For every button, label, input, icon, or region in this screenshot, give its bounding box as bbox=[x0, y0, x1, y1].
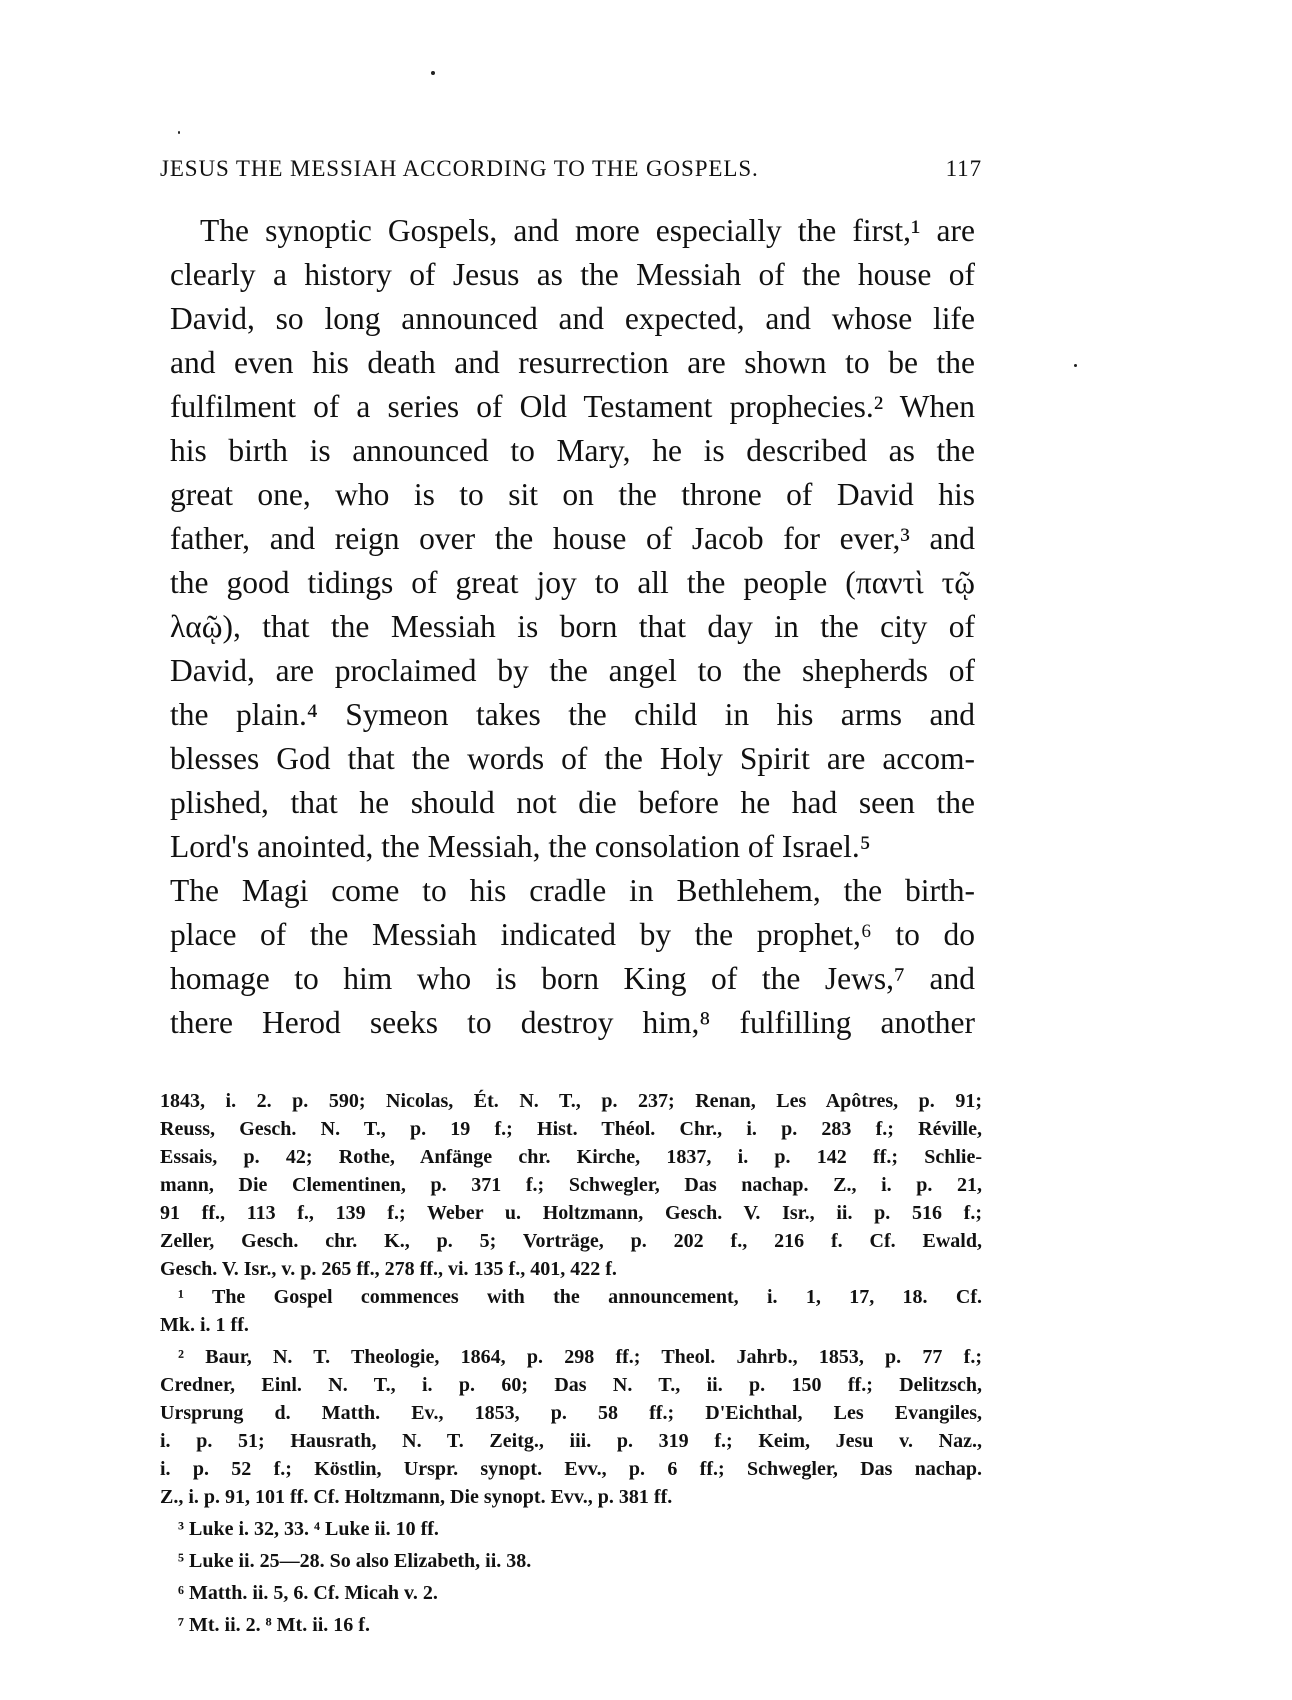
footnote-line: 91 ff., 113 f., 139 f.; Weber u. Holtzmann, Gesch. V. Isr., ii. p. 516 f.; bbox=[160, 1202, 982, 1224]
footnote-line: Ursprung d. Matth. Ev., 1853, p. 58 ff.; D'Eichthal, Les Evangiles, bbox=[160, 1402, 982, 1424]
footnote-pair bbox=[160, 1515, 982, 1543]
footnotes bbox=[160, 1087, 982, 1639]
footnote-8: ⁸ Mt. ii. 16 f. bbox=[265, 1614, 370, 1636]
footnote-pair bbox=[160, 1611, 982, 1639]
footnote-4: ⁴ Luke ii. 10 ff. bbox=[314, 1518, 439, 1540]
text-line: there Herod seeks to destroy him,⁸ fulfilling another bbox=[170, 1005, 975, 1040]
footnote-line: Zeller, Gesch. chr. K., p. 5; Vorträge, p. 202 f., 216 f. Cf. Ewald, bbox=[160, 1230, 982, 1252]
print-speck bbox=[1074, 364, 1077, 367]
footnote-line: Credner, Einl. N. T., i. p. 60; Das N. T., ii. p. 150 ff.; Delitzsch, bbox=[160, 1374, 982, 1396]
footnote-7: ⁷ Mt. ii. 2. bbox=[178, 1614, 261, 1636]
text-line: the good tidings of great joy to all the people (παντὶ τῷ bbox=[170, 565, 975, 600]
footnote-6: ⁶ Matth. ii. 5, 6. Cf. Micah v. 2. bbox=[178, 1582, 438, 1604]
footnote-line: Gesch. V. Isr., v. p. 265 ff., 278 ff., vi. 135 f., 401, 422 f. bbox=[160, 1258, 617, 1280]
footnote-line: i. p. 52 f.; Köstlin, Urspr. synopt. Evv., p. 6 ff.; Schwegler, Das nachap. bbox=[160, 1458, 982, 1480]
footnote-3: ³ Luke i. 32, 33. bbox=[178, 1518, 310, 1540]
text-line: blesses God that the words of the Holy Spirit are accom- bbox=[170, 741, 975, 776]
text-line: his birth is announced to Mary, he is described as the bbox=[170, 433, 975, 468]
text-line: and even his death and resurrection are shown to be the bbox=[170, 345, 975, 380]
text-line: David, are proclaimed by the angel to the shepherds of bbox=[170, 653, 975, 688]
footnote-5: ⁵ Luke ii. 25—28. So also Elizabeth, ii. 38. bbox=[178, 1550, 532, 1572]
text-line: homage to him who is born King of the Jews,⁷ and bbox=[170, 961, 975, 996]
footnote-line: Mk. i. 1 ff. bbox=[160, 1314, 249, 1336]
print-speck bbox=[431, 71, 435, 75]
footnote-line: Z., i. p. 91, 101 ff. Cf. Holtzmann, Die synopt. Evv., p. 381 ff. bbox=[160, 1486, 673, 1508]
text-line: father, and reign over the house of Jacob for ever,³ and bbox=[170, 521, 975, 556]
header-title: JESUS THE MESSIAH ACCORDING TO THE GOSPELS. bbox=[160, 156, 759, 181]
text-line: The Magi come to his cradle in Bethlehem, the birth- bbox=[170, 873, 975, 908]
text-line: the plain.⁴ Symeon takes the child in his arms and bbox=[170, 697, 975, 732]
footnote-line: Essais, p. 42; Rothe, Anfänge chr. Kirche, 1837, i. p. 142 ff.; Schlie- bbox=[160, 1146, 982, 1168]
running-header bbox=[160, 156, 982, 182]
print-speck bbox=[178, 131, 180, 134]
text-line: David, so long announced and expected, and whose life bbox=[170, 301, 975, 336]
footnote-line: i. p. 51; Hausrath, N. T. Zeitg., iii. p. 319 f.; Keim, Jesu v. Naz., bbox=[160, 1430, 982, 1452]
text-line: Lord's anointed, the Messiah, the consolation of Israel.⁵ bbox=[170, 829, 871, 864]
footnote-line: mann, Die Clementinen, p. 371 f.; Schwegler, Das nachap. Z., i. p. 21, bbox=[160, 1174, 982, 1196]
text-line: great one, who is to sit on the throne of David his bbox=[170, 477, 975, 512]
main-text bbox=[170, 209, 975, 1045]
page-number: 117 bbox=[945, 156, 982, 181]
text-line: plished, that he should not die before he had seen the bbox=[170, 785, 975, 820]
footnote-1: ¹ The Gospel commences with the announcement, i. 1, 17, 18. Cf. bbox=[178, 1286, 982, 1308]
text-line: place of the Messiah indicated by the prophet,⁶ to do bbox=[170, 917, 975, 952]
text-line: λαῷ), that the Messiah is born that day in the city of bbox=[170, 609, 975, 644]
footnote-2: ² Baur, N. T. Theologie, 1864, p. 298 ff.; Theol. Jahrb., 1853, p. 77 f.; bbox=[178, 1346, 982, 1368]
text-line: The synoptic Gospels, and more especially the first,¹ are bbox=[200, 213, 975, 248]
text-line: fulfilment of a series of Old Testament prophecies.² When bbox=[170, 389, 975, 424]
footnote-line: 1843, i. 2. p. 590; Nicolas, Ét. N. T., p. 237; Renan, Les Apôtres, p. 91; bbox=[160, 1090, 982, 1112]
footnote-line: Reuss, Gesch. N. T., p. 19 f.; Hist. Théol. Chr., i. p. 283 f.; Réville, bbox=[160, 1118, 982, 1140]
text-line: clearly a history of Jesus as the Messiah of the house of bbox=[170, 257, 975, 292]
